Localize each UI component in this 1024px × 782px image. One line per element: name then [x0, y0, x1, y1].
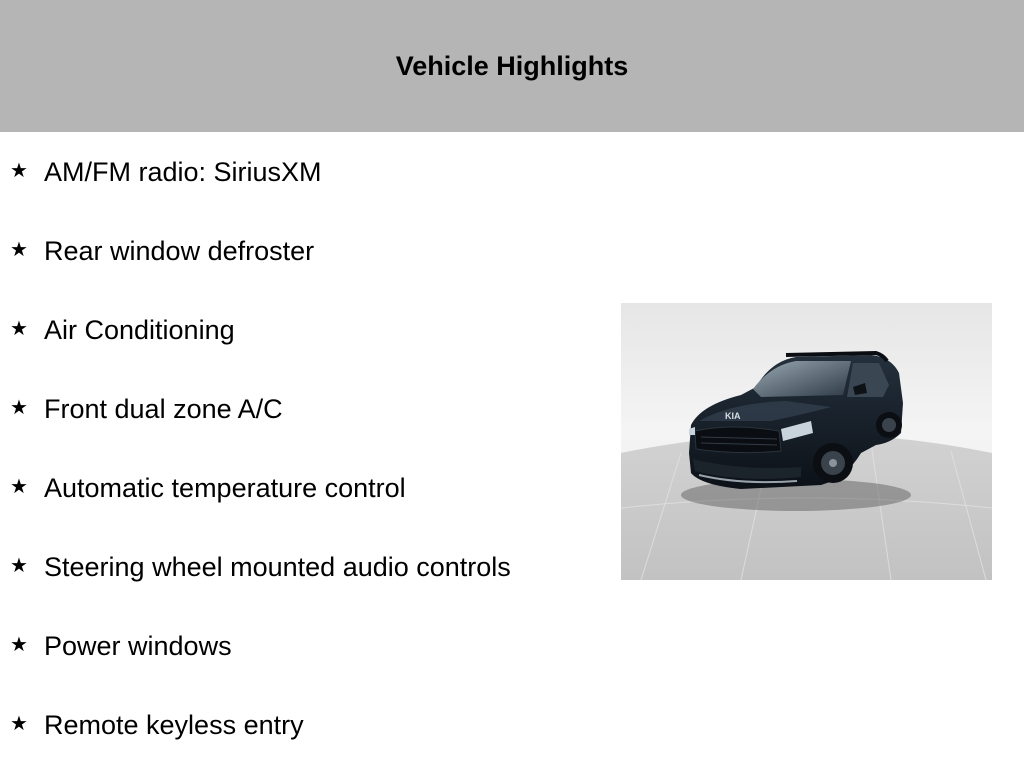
list-item — [10, 545, 511, 624]
list-item — [10, 466, 511, 545]
star-icon: ★ — [10, 158, 28, 182]
feature-label: Power windows — [44, 631, 232, 661]
vehicle-image — [621, 303, 992, 580]
feature-label: Air Conditioning — [44, 315, 235, 345]
header-bar — [0, 0, 1024, 132]
list-item — [10, 387, 511, 466]
star-icon: ★ — [10, 395, 28, 419]
star-icon: ★ — [10, 632, 28, 656]
list-item — [10, 703, 511, 782]
star-icon: ★ — [10, 474, 28, 498]
list-item — [10, 229, 511, 308]
feature-label: Remote keyless entry — [44, 710, 304, 740]
star-icon: ★ — [10, 711, 28, 735]
badge-text: KIA — [725, 411, 741, 421]
page-title: Vehicle Highlights — [395, 50, 629, 81]
feature-list — [10, 150, 511, 782]
feature-label: Front dual zone A/C — [44, 394, 283, 424]
feature-label: Steering wheel mounted audio controls — [44, 552, 511, 582]
feature-label: Rear window defroster — [44, 236, 315, 266]
feature-label: AM/FM radio: SiriusXM — [44, 157, 322, 187]
list-item — [10, 150, 511, 229]
vehicle-photo — [621, 303, 992, 580]
star-icon: ★ — [10, 237, 28, 261]
feature-label: Automatic temperature control — [44, 473, 406, 503]
star-icon: ★ — [10, 553, 28, 577]
list-item — [10, 308, 511, 387]
list-item — [10, 624, 511, 703]
star-icon: ★ — [10, 316, 28, 340]
